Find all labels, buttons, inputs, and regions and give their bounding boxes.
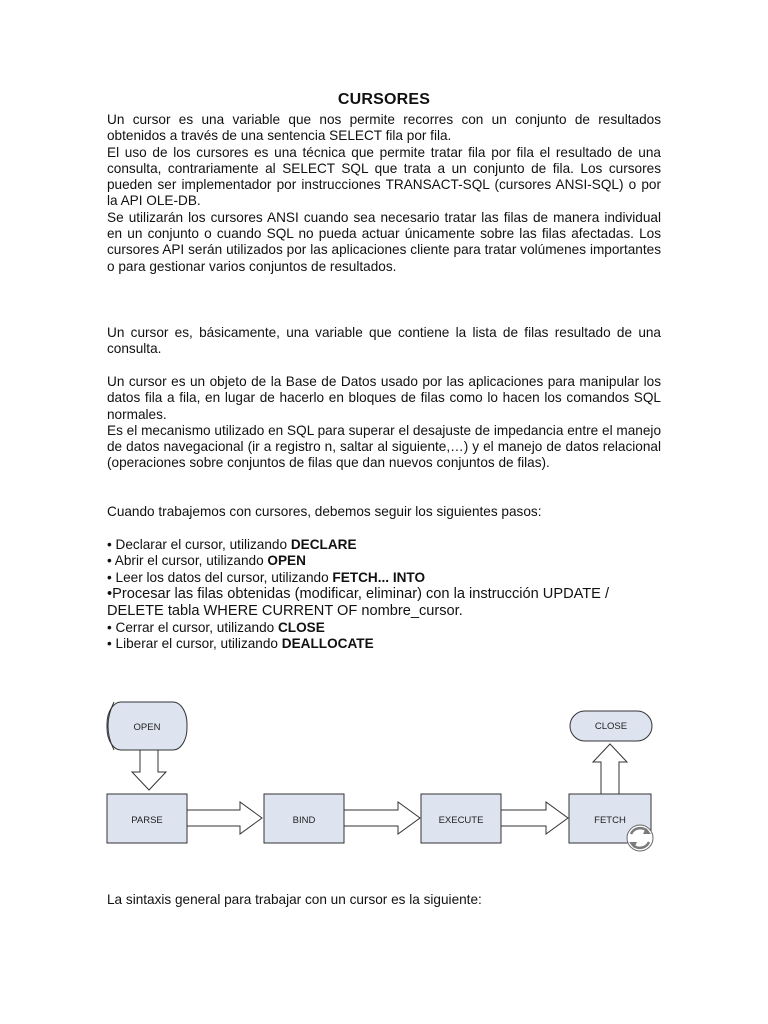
fetch-label: FETCH: [594, 815, 626, 826]
steps-list: [107, 537, 667, 652]
bind-label: BIND: [292, 815, 316, 826]
list-item: • Declarar el cursor, utilizando DECLARE: [107, 537, 357, 552]
close-label: CLOSE: [594, 721, 628, 732]
document-title: CURSORES: [337, 91, 431, 108]
bind-node: [264, 794, 344, 843]
intro-paragraph: Un cursor es una variable que nos permite recorres con un conjunto de resultados obtenidos a través de una sentencia SELECT fila por fila.: [107, 112, 661, 144]
object-paragraph: Un cursor es un objeto de la Base de Datos usado por las aplicaciones para manipular los datos fila a fila, en lugar de hacerlo en bloques de filas como lo hacen los comandos SQL normales.: [107, 374, 661, 422]
object-paragraph: Es el mecanismo utilizado en SQL para superar el desajuste de impedancia entre el manejo de datos navegacional (ir a registro n, saltar al siguiente,…) y el manejo de datos relacional (operaciones sobre conjuntos de filas que dan nuevos conjuntos de filas).: [107, 422, 661, 471]
object-section: [107, 374, 661, 472]
keyword: FETCH... INTO: [332, 569, 426, 585]
loop-icon: [627, 825, 653, 851]
arrow-execute-fetch: [501, 802, 568, 834]
list-item: DELETE tabla WHERE CURRENT OF nombre_cursor.: [107, 602, 463, 619]
keyword: CLOSE: [277, 619, 325, 635]
intro-paragraph: Se utilizarán los cursores ANSI cuando sea necesario tratar las filas de manera individual en un conjunto o cuando SQL no pueda actuar únicamente sobre las filas afectadas. Los cursores API serán utilizados por las aplicaciones cliente para tratar volúmenes importantes o para gestionar varios conjuntos de resultados.: [107, 209, 661, 274]
keyword: DECLARE: [290, 537, 357, 552]
close-node: [570, 711, 652, 741]
list-item: • Leer los datos del cursor, utilizando FETCH... INTO: [107, 569, 426, 585]
list-item: • Cerrar el cursor, utilizando CLOSE: [107, 619, 325, 635]
arrow-bind-execute: [344, 802, 420, 834]
keyword: OPEN: [267, 553, 306, 569]
definition-section: [107, 325, 661, 358]
intro-section: [107, 112, 661, 275]
execute-node: [421, 794, 501, 843]
execute-label: EXECUTE: [438, 815, 484, 826]
closing-section: [107, 892, 661, 908]
closing-text: La sintaxis general para trabajar con un cursor es la siguiente:: [107, 892, 482, 907]
list-item: •Procesar las filas obtenidas (modificar, eliminar) con la instrucción UPDATE /: [107, 585, 610, 602]
arrow-open-parse: [132, 750, 166, 790]
intro-paragraph: El uso de los cursores es una técnica que permite tratar fila por fila el resultado de una consulta, contrariamente al SELECT SQL que trata a un conjunto de fila. Los cursores pueden ser implementador por instrucciones TRANSACT-SQL (cursores ANSI-SQL) o por la API OLE-DB.: [107, 144, 661, 209]
arrow-parse-bind: [187, 802, 262, 834]
list-item: • Abrir el cursor, utilizando OPEN: [107, 553, 306, 569]
parse-label: PARSE: [131, 815, 163, 826]
definition-paragraph: Un cursor es, básicamente, una variable que contiene la lista de filas resultado de una consulta.: [107, 325, 661, 357]
arrow-fetch-close: [593, 744, 627, 794]
cursor-flow-diagram: [100, 690, 670, 865]
list-item: • Liberar el cursor, utilizando DEALLOCATE: [107, 636, 374, 652]
open-node: [107, 702, 187, 750]
steps-intro-text: Cuando trabajemos con cursores, debemos seguir los siguientes pasos:: [107, 504, 542, 519]
keyword: DEALLOCATE: [281, 636, 374, 652]
steps-intro: [107, 504, 661, 520]
parse-node: [107, 794, 187, 843]
open-label: OPEN: [133, 722, 161, 733]
